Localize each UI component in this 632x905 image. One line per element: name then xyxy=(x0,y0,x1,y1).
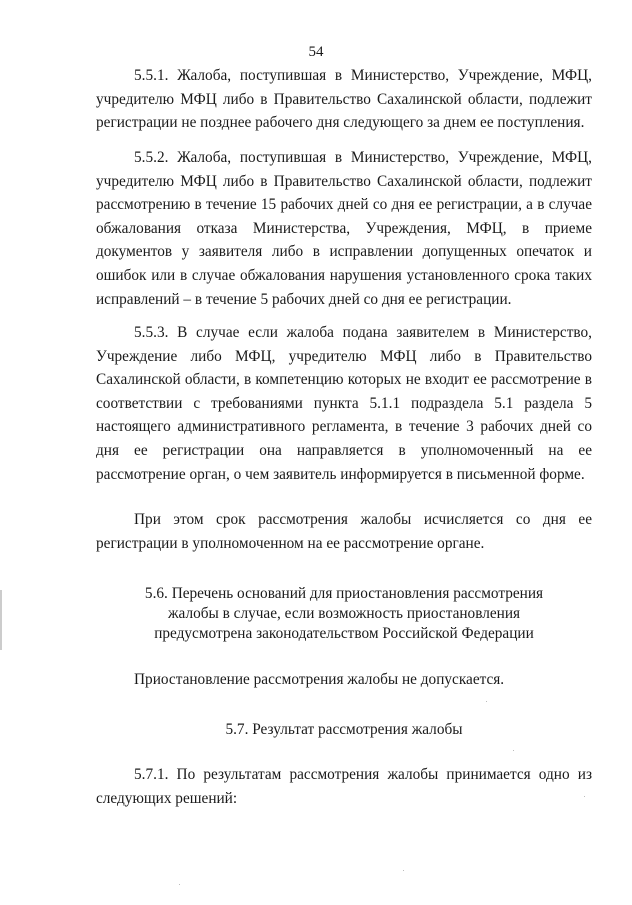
scan-speck xyxy=(179,884,180,885)
paragraph-review-term: При этом срок рассмотрения жалобы исчисляется со дня ее регистрации в уполномоченном на ее рассмотрение органе. xyxy=(96,511,592,552)
section-5-7-heading: 5.7. Результат рассмотрения жалобы xyxy=(225,721,463,738)
scan-speck xyxy=(584,796,585,797)
paragraph-5-5-1: 5.5.1. Жалоба, поступившая в Министерство, Учреждение, МФЦ, учредителю МФЦ либо в Правительство Сахалинской области, подлежит регистрации не позднее рабочего дня следующего за днем ее поступления. xyxy=(96,67,592,132)
section-5-6-text: Приостановление рассмотрения жалобы не допускается. xyxy=(134,671,505,688)
section-5-7-1-text: 5.7.1. По результатам рассмотрения жалобы принимается одно из следующих решений: xyxy=(96,766,592,807)
scan-speck xyxy=(486,701,487,702)
page-number: 54 xyxy=(308,44,324,60)
scan-speck xyxy=(403,870,404,871)
paragraph-5-5-2: 5.5.2. Жалоба, поступившая в Министерство, Учреждение, МФЦ, учредителю МФЦ либо в Правительство Сахалинской области, подлежит рассмотрению в течение 15 рабочих дней со дня ее регистрации, а в случае обжалования отказа Министерства, Учреждения, МФЦ, в приеме документов у заявителя либо в исправлении допущенных опечаток и ошибок или в случае обжалования нарушения установленного срока таких исправлений – в течение 5 рабочих дней со дня ее регистрации. xyxy=(96,149,592,308)
heading-line: предусмотрена законодательством Российской Федерации xyxy=(154,625,534,642)
section-5-6-heading xyxy=(96,584,592,644)
scan-edge-shadow xyxy=(0,590,2,650)
heading-line: жалобы в случае, если возможность приостановления xyxy=(167,605,521,622)
heading-line: 5.6. Перечень оснований для приостановления рассмотрения xyxy=(144,585,544,602)
scan-speck xyxy=(513,750,514,751)
paragraph-5-5-3: 5.5.3. В случае если жалоба подана заявителем в Министерство, Учреждение либо МФЦ, учредителю МФЦ либо в Правительство Сахалинской области, в компетенцию которых не входит ее рассмотрение в соответствии с требованиями пункта 5.1.1 подраздела 5.1 раздела 5 настоящего административного регламента, в течение 3 рабочих дней со дня ее регистрации она направляется в уполномоченный на ее рассмотрение орган, о чем заявитель информируется в письменной форме. xyxy=(96,324,592,483)
